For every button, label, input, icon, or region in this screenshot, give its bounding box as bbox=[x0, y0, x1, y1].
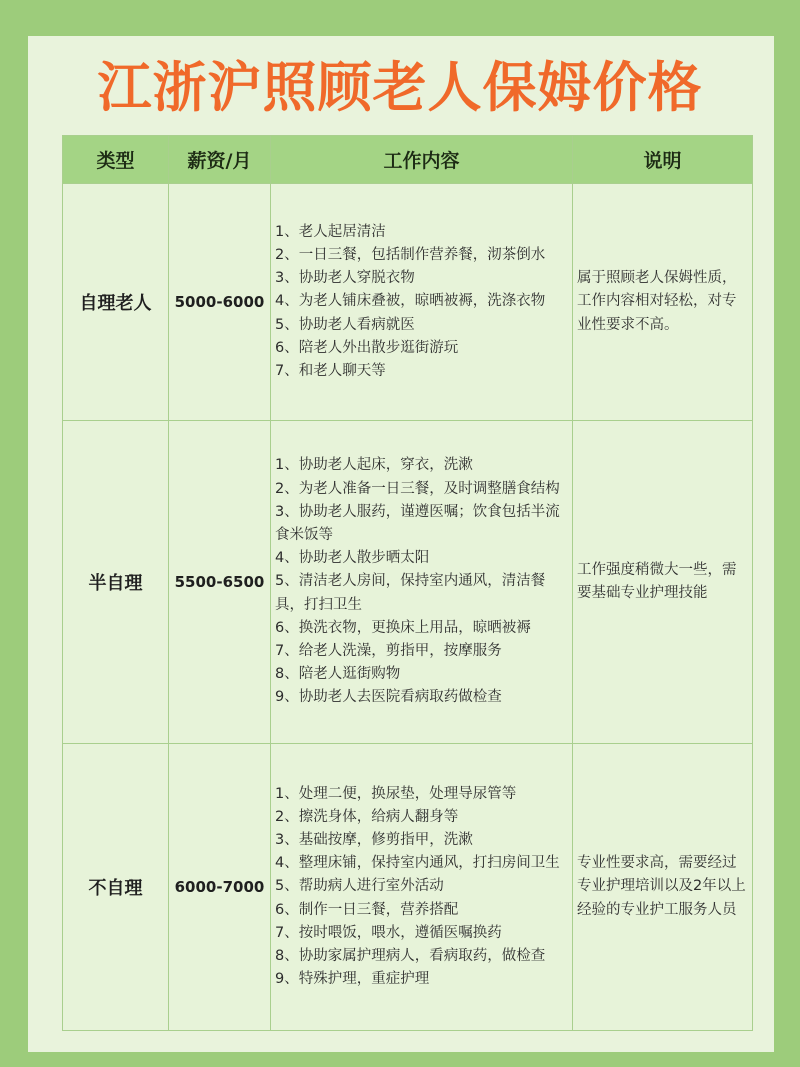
row-type: 不自理 bbox=[63, 744, 169, 1031]
work-item: 2、为老人准备一日三餐，及时调整膳食结构 bbox=[275, 480, 560, 497]
work-item: 1、老人起居清洁 bbox=[275, 223, 386, 240]
work-item: 5、协助老人看病就医 bbox=[275, 316, 415, 333]
work-item: 5、清洁老人房间，保持室内通风，清洁餐具，打扫卫生 bbox=[275, 573, 546, 613]
work-item: 7、和老人聊天等 bbox=[275, 363, 386, 379]
header-note: 说明 bbox=[573, 136, 753, 184]
row-note: 属于照顾老人保姆性质，工作内容相对轻松，对专业性要求不高。 bbox=[573, 184, 753, 421]
work-item: 9、特殊护理，重症护理 bbox=[275, 971, 430, 988]
work-item: 3、协助老人服药，谨遵医嘱；饮食包括半流食米饭等 bbox=[275, 503, 560, 543]
work-item: 4、为老人铺床叠被，晾晒被褥，洗涤衣物 bbox=[275, 293, 546, 310]
row-note: 工作强度稍微大一些，需要基础专业护理技能 bbox=[573, 421, 753, 744]
table-row bbox=[63, 421, 753, 744]
work-item: 4、整理床铺，保持室内通风，打扫房间卫生 bbox=[275, 855, 560, 872]
work-item: 6、陪老人外出散步逛街游玩 bbox=[275, 339, 459, 356]
work-item: 3、协助老人穿脱衣物 bbox=[275, 270, 415, 287]
table-header-row bbox=[63, 136, 753, 184]
header-work: 工作内容 bbox=[271, 136, 573, 184]
row-work bbox=[271, 744, 573, 1031]
header-salary: 薪资/月 bbox=[169, 136, 271, 184]
work-item: 2、擦洗身体，给病人翻身等 bbox=[275, 808, 459, 825]
work-item: 4、协助老人散步晒太阳 bbox=[275, 550, 430, 567]
work-item: 9、协助老人去医院看病取药做检查 bbox=[275, 689, 502, 706]
row-type: 半自理 bbox=[63, 421, 169, 744]
work-item: 7、给老人洗澡，剪指甲，按摩服务 bbox=[275, 643, 502, 659]
work-item: 5、帮助病人进行室外活动 bbox=[275, 878, 444, 895]
work-item: 8、陪老人逛街购物 bbox=[275, 666, 401, 683]
row-salary: 6000-7000 bbox=[169, 744, 271, 1031]
table-row bbox=[63, 744, 753, 1031]
work-item: 8、协助家属护理病人，看病取药，做检查 bbox=[275, 948, 546, 964]
table-row bbox=[63, 184, 753, 421]
row-type: 自理老人 bbox=[63, 184, 169, 421]
work-item: 6、制作一日三餐，营养搭配 bbox=[275, 901, 459, 918]
row-salary: 5500-6500 bbox=[169, 421, 271, 744]
header-type: 类型 bbox=[63, 136, 169, 184]
work-item: 1、处理二便，换尿垫，处理导尿管等 bbox=[275, 785, 517, 802]
work-item: 6、换洗衣物，更换床上用品，晾晒被褥 bbox=[275, 619, 531, 636]
work-item: 3、基础按摩，修剪指甲，洗漱 bbox=[275, 831, 473, 848]
work-item: 7、按时喂饭，喂水，遵循医嘱换药 bbox=[275, 924, 502, 941]
work-item: 1、协助老人起床，穿衣，洗漱 bbox=[275, 457, 473, 474]
work-item: 2、一日三餐，包括制作营养餐，沏茶倒水 bbox=[275, 246, 546, 263]
price-table bbox=[62, 135, 753, 1031]
page-title: 江浙沪照顾老人保姆价格 bbox=[97, 56, 703, 119]
row-work bbox=[271, 184, 573, 421]
row-note: 专业性要求高，需要经过专业护理培训以及2年以上经验的专业护工服务人员 bbox=[573, 744, 753, 1031]
row-salary: 5000-6000 bbox=[169, 184, 271, 421]
row-work bbox=[271, 421, 573, 744]
